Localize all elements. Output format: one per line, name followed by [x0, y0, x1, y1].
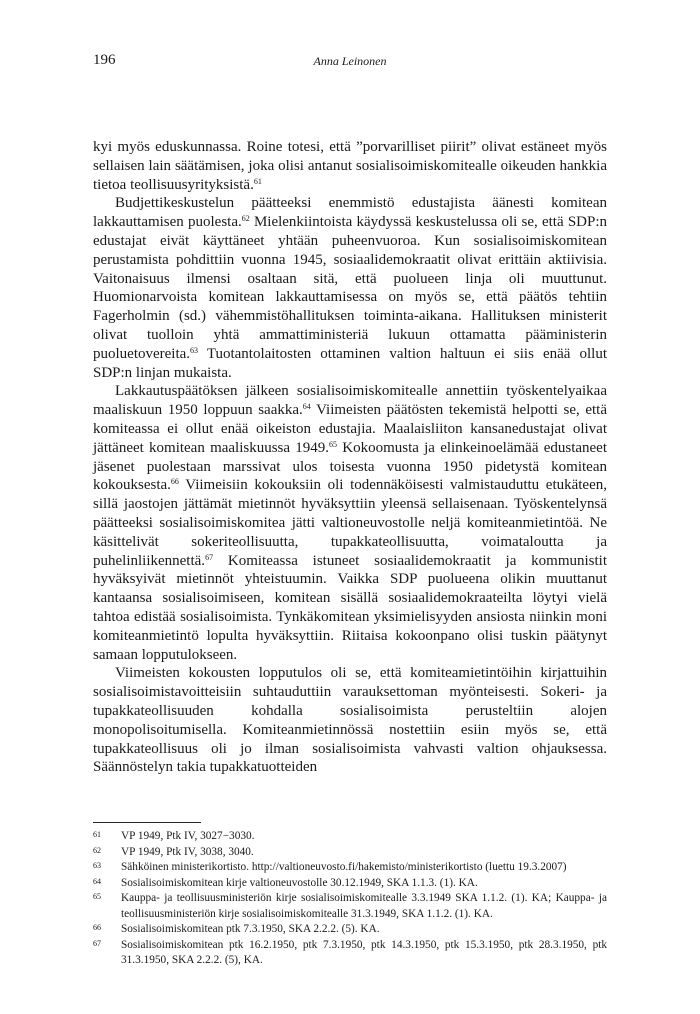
footnote-number: 61 [93, 830, 101, 840]
text-run: Budjettikeskustelun päätteeksi enemmistö edustajista äänesti komitean lakkauttamisen puolesta. [93, 195, 607, 231]
footnote-text: VP 1949, Ptk IV, 3027−3030. [121, 830, 255, 843]
footnote-reference[interactable]: 66 [170, 477, 179, 487]
paragraph [93, 382, 607, 664]
paragraph [93, 664, 607, 777]
footnote-reference[interactable]: 65 [329, 439, 338, 449]
text-run: Viimeisten päätösten tekemistä helpotti se, että komiteassa ei ollut enää oikeiston edustajia. Maalaisliiton kansanedustajat olivat jättäneet komitean maaliskuussa 1949. [93, 402, 608, 456]
running-head: Anna Leinonen [313, 54, 387, 68]
footnote [93, 876, 607, 892]
text-run: Lakkautuspäätöksen jälkeen sosialisoimiskomitealle annettiin työskentelyaikaa maaliskuun 1950 loppuun saakka. [93, 383, 607, 419]
page-number: 196 [93, 52, 116, 68]
footnote-text: Sähköinen ministerikortisto. http://valtioneuvosto.fi/hakemisto/ministerikortisto (luettu 19.3.2007) [121, 861, 567, 874]
paragraph [93, 138, 607, 194]
body-text [93, 138, 607, 777]
footnote [93, 891, 607, 922]
text-run: Kokoomusta ja elinkeinoelämää edustaneet jäsenet puolestaan marssivat ulos toisesta vuonna 1950 pidetystä komitean kokouksesta. [93, 439, 607, 494]
text-run: Viimeisten kokousten lopputulos oli se, että komiteamietintöihin kirjattuihin sosialisoimistavoitteisiin suhtauduttiin varauksettoman myönteisesti. Sokeri- ja tupakkateollisuuden kohdalla sosialisoimista perusteltiin alojen monopolisoitumisella. Komiteanmietinnössä nostettiin esiin myös se, että tupakkateollisuus oli jo ilman sosialisoimista vahvasti valtion ohjauksessa. Säännöstelyn takia tupakkatuotteiden [93, 665, 607, 776]
footnote-text: Sosialisoimiskomitean ptk 16.2.1950, ptk 7.3.1950, ptk 14.3.1950, ptk 15.3.1950, ptk 28.3.1950, ptk 31.3.1950, SKA 2.2.2. (5), KA. [121, 938, 607, 967]
footnote [93, 922, 607, 938]
footnote-text: VP 1949, Ptk IV, 3038, 3040. [121, 845, 254, 858]
footnote-reference[interactable]: 67 [205, 552, 214, 562]
footnote-reference[interactable]: 64 [302, 402, 311, 412]
footnote-reference[interactable]: 63 [190, 345, 199, 355]
footnote-reference[interactable]: 62 [241, 214, 250, 224]
text-run: Mielenkiintoista käydyssä keskustelussa oli se, että SDP:n edustajat eivät käyttäneet yhtään puheenvuoroa. Kun sosialisoimiskomitean perustamista pohdittiin vuonna 1945, sosiaalidemokraatit olivat erittäin aktiivisia. Vaitonaisuus ilmensi osaltaan sitä, että puolueen linja oli muuttunut. Huomionarvoista komitean lakkauttamisessa on myös se, että päätös tehtiin Fagerholmin (sd.) vähemmistöhallituksen toiminta-aikana. Hallituksen ministerit olivat tuolloin yhtä ammattiministeriä lukuun ottamatta pääministerin puoluetovereita. [93, 214, 608, 362]
footnote-reference[interactable]: 61 [253, 176, 262, 186]
text-run: Tuotantolaitosten ottaminen valtion haltuun ei siis enää ollut SDP:n linjan mukaista. [93, 345, 607, 381]
footnote-text: Kauppa- ja teollisuusministeriön kirje sosialisoimiskomitealle 3.3.1949 SKA 1.1.2. (1). KA; Kauppa- ja teollisuusministeriön kirje sosialisoimiskomitealle 31.3.1949, SKA 1.1.2. (1). KA. [121, 892, 607, 920]
page-header [93, 52, 607, 76]
footnote-number: 66 [93, 923, 101, 933]
footnote-text: Sosialisoimiskomitean ptk 7.3.1950, SKA 2.2.2. (5). KA. [121, 923, 380, 936]
footnote-number: 62 [93, 845, 101, 855]
footnote-separator [93, 822, 201, 823]
text-run: Komiteassa istuneet sosiaalidemokraatit ja kommunistit hyväksyivät mietinnöt yhteistuumin. Vaikka SDP puolueena olikin muuttanut kantaansa sosialisoimiseen, komitean sisällä sosiaalidemokraateilta löytyi vielä tahtoa edistää sosialisoimista. Tynkäkomitean yksimielisyyden ansiosta niinkin moni komiteanmietintö lopulta hyväksyttiin. Riitaisa kokoonpano olisi tuskin päätynyt samaan lopputulokseen. [93, 552, 607, 663]
text-run: kyi myös eduskunnassa. Roine totesi, että ”porvarilliset piirit” olivat estäneet myös sellaisen lain säätämisen, joka olisi antanut sosialisoimiskomitealle oikeuden hankkia tietoa teollisuusyrityksistä. [93, 139, 607, 193]
book-page [93, 52, 607, 969]
paragraph [93, 194, 607, 382]
footnote [93, 860, 607, 876]
footnote [93, 938, 607, 969]
footnote-number: 65 [93, 892, 101, 902]
footnotes [93, 829, 607, 969]
footnote [93, 829, 607, 845]
footnote-text: Sosialisoimiskomitean kirje valtioneuvostolle 30.12.1949, SKA 1.1.3. (1). KA. [121, 876, 478, 889]
footnote-number: 64 [93, 876, 101, 886]
footnote-number: 67 [93, 938, 101, 948]
footnote-number: 63 [93, 861, 101, 871]
footnote [93, 845, 607, 861]
text-run: Viimeisiin kokouksiin oli todennäköisesti valmistauduttu etukäteen, sillä jaostojen jättämät mietinnöt hyväksyttiin yleensä sellaisenaan. Työskentelynsä päätteeksi sosialisoimiskomitea jätti valtioneuvostolle neljä komiteanmietintöä. Ne käsittelivät sokeriteollisuutta, tupakkateollisuutta, voimataloutta ja puhelinliikennettä. [93, 477, 607, 569]
